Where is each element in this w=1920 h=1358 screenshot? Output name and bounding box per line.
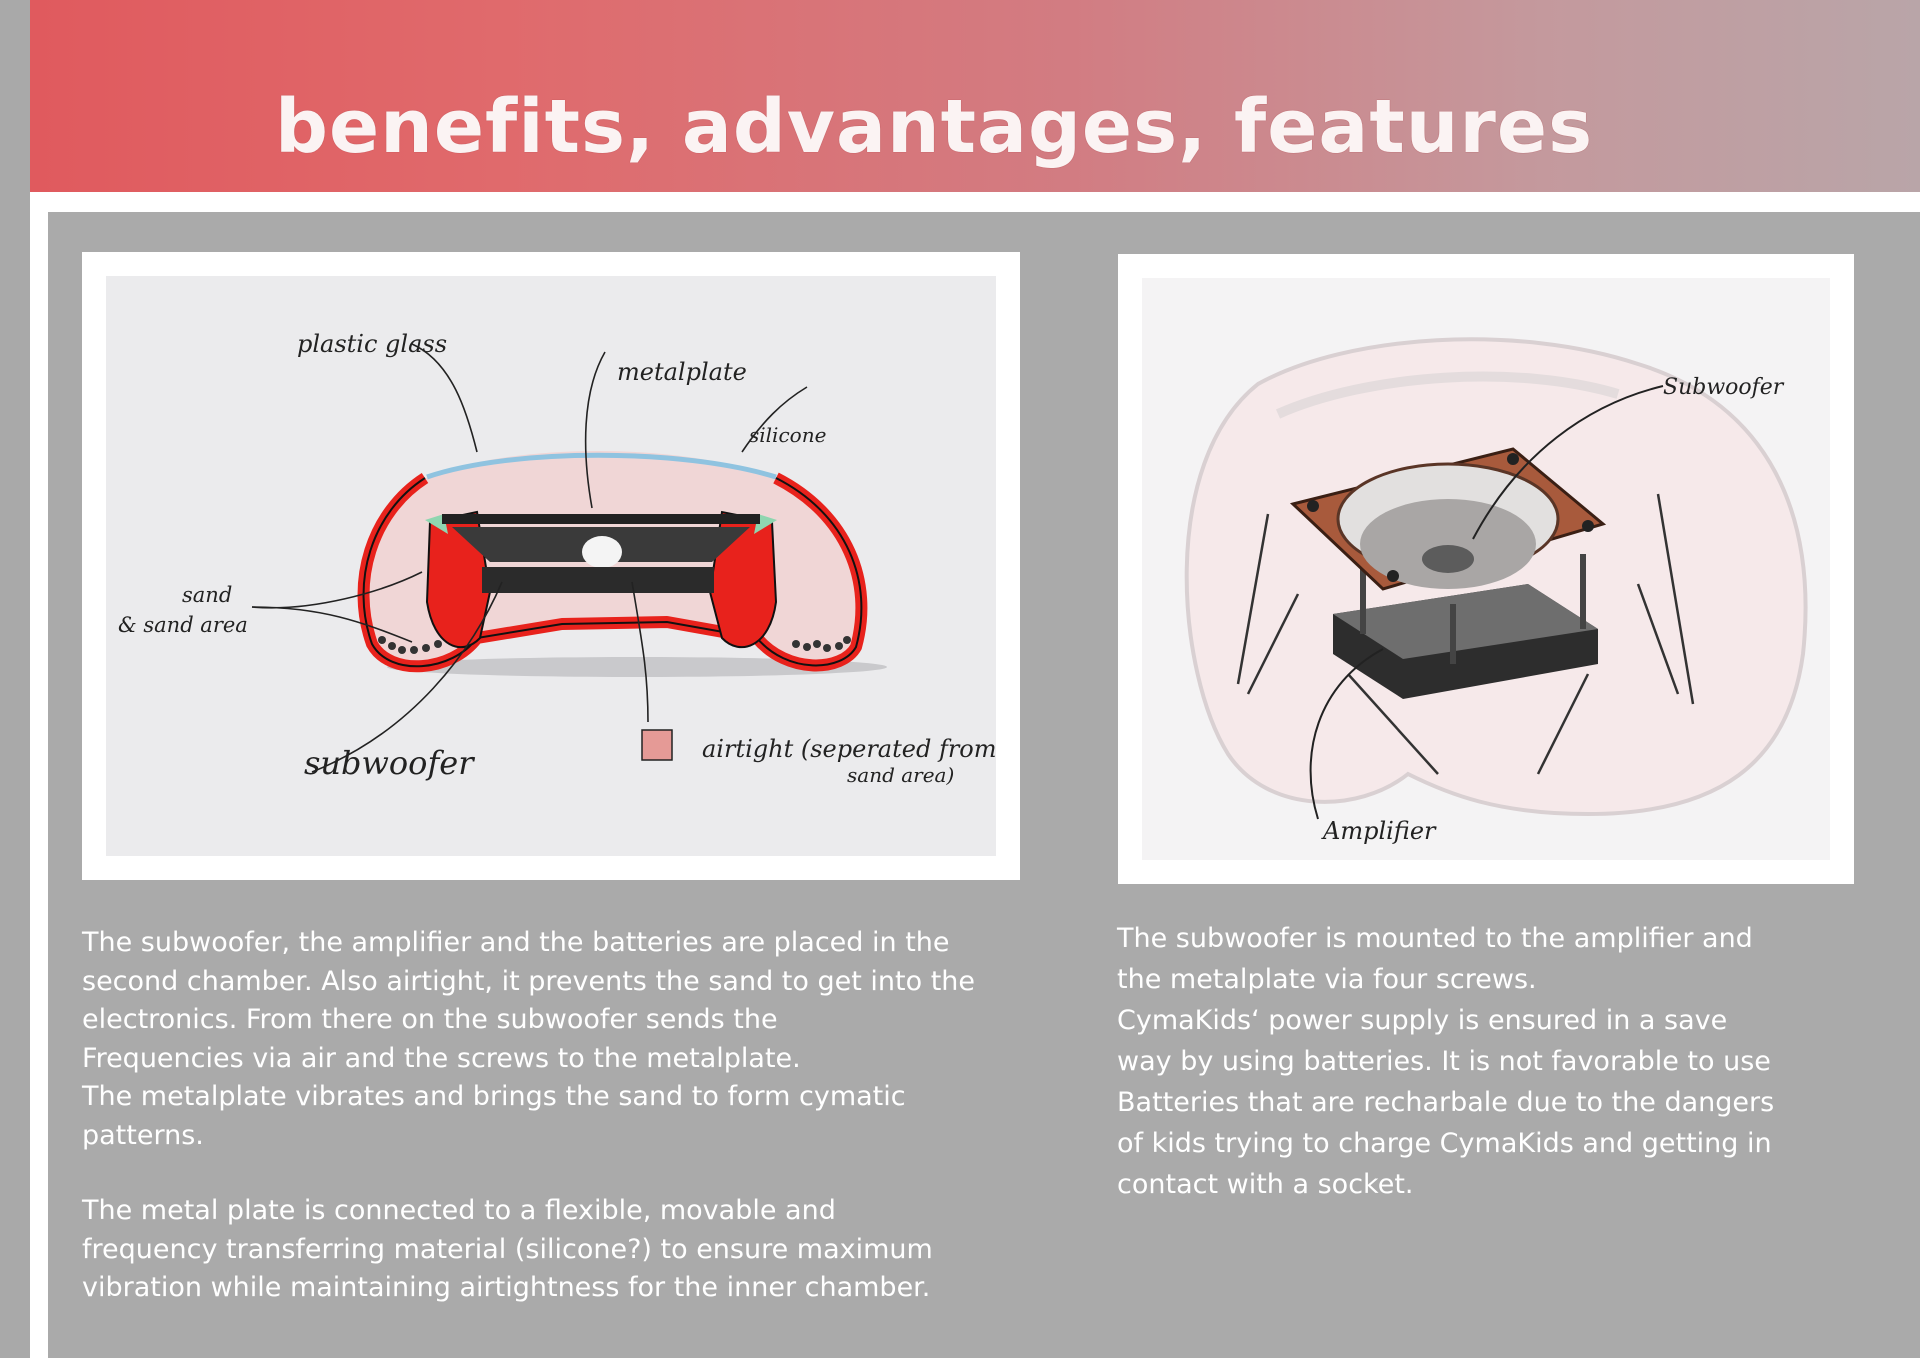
header-banner xyxy=(30,0,1920,192)
page-title: benefits, advantages, features xyxy=(275,84,1594,170)
subwoofer-sketch-frame xyxy=(1118,254,1854,884)
label-airtight-2: sand area) xyxy=(847,763,955,787)
label-plastic-glass: plastic glass xyxy=(297,330,448,358)
label-sand: sand xyxy=(182,583,233,607)
subwoofer-sketch xyxy=(1118,254,1854,884)
cross-section-sketch xyxy=(82,252,1020,880)
label-airtight: airtight (seperated from xyxy=(702,735,997,763)
label-silicone: silicone xyxy=(749,423,827,447)
cross-section-sketch-frame xyxy=(82,252,1020,880)
left-gray-strip xyxy=(0,0,30,1358)
left-paragraph-2: The metal plate is connected to a flexible, movable and frequency transferring material (silicone?) to ensure maximum vibration while maintaining airtightness for the inner chamber. xyxy=(82,1195,933,1303)
label-subwoofer: subwoofer xyxy=(304,744,474,782)
label-sand-area: & sand area xyxy=(118,613,248,637)
label-subwoofer-right: Subwoofer xyxy=(1663,375,1784,400)
right-paragraph-1: The subwoofer is mounted to the amplifier and the metalplate via four screws. CymaKids‘ power supply is ensured in a save way by using batteries. It is not favorable to use Batteries that are recharbale due to the dangers of kids trying to charge CymaKids and getting in contact with a socket. xyxy=(1117,923,1775,1200)
content-panel xyxy=(48,212,1920,1358)
label-metalplate: metalplate xyxy=(617,358,747,386)
left-paragraph-1: The subwoofer, the amplifier and the batteries are placed in the second chamber. Also airtight, it prevents the sand to get into the electronics. From there on the subwoofer sends the Frequencies via air and the screws to the metalplate. The metalplate vibrates and brings the sand to form cymatic patterns. xyxy=(82,927,976,1151)
label-amplifier: Amplifier xyxy=(1323,817,1436,845)
